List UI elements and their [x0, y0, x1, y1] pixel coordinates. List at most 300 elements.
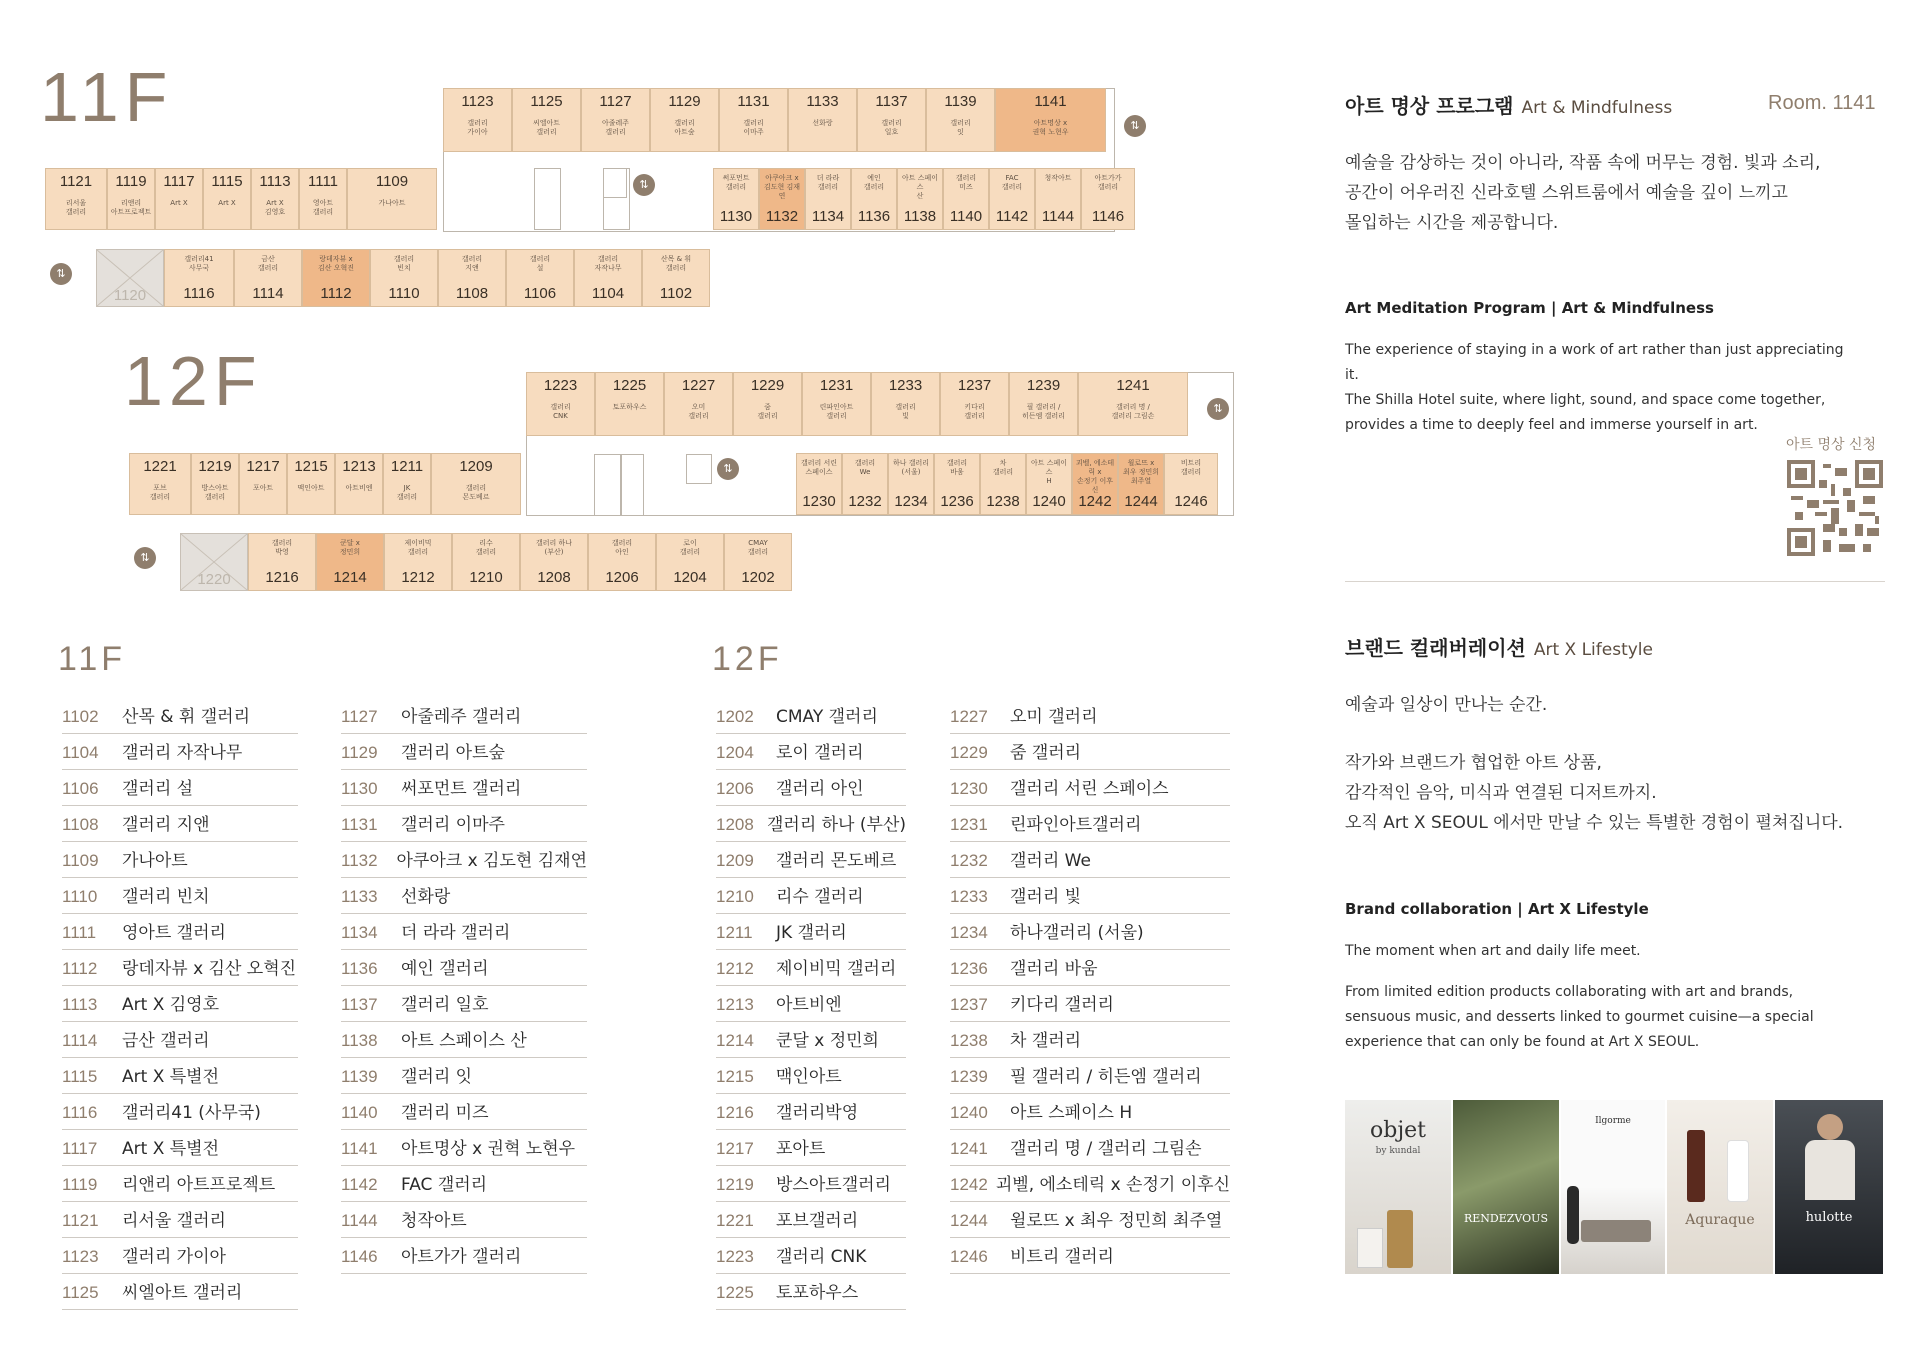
list-item[interactable]: [341, 698, 587, 734]
list-item[interactable]: [950, 1166, 1230, 1202]
room-1210[interactable]: [452, 533, 520, 591]
list-item[interactable]: [62, 914, 298, 950]
room-gallery-name: 갤러리41 사무국: [184, 255, 214, 272]
list-gallery-name: 비트리 갤러리: [1010, 1247, 1114, 1267]
list-item[interactable]: [716, 1238, 906, 1274]
room-badge: Room. 1141: [1768, 92, 1876, 114]
list-item[interactable]: [62, 1238, 298, 1274]
room-1109[interactable]: [347, 168, 437, 230]
list-item[interactable]: [341, 1130, 587, 1166]
room-1213[interactable]: [335, 453, 383, 515]
list-item[interactable]: [62, 1058, 298, 1094]
room-number: 1112: [320, 285, 352, 302]
room-gallery-name: 아트명상 x 권혁 노현우: [1032, 119, 1069, 136]
list-item[interactable]: [716, 1166, 906, 1202]
list-room-number: 1229: [950, 743, 988, 762]
room-gallery-name: 갤러리 지앤: [461, 255, 483, 272]
room-number: 1210: [469, 569, 503, 586]
room-gallery-name: 괴벨, 에소테릭 x 손정기 이후신: [1075, 459, 1115, 494]
room-1119[interactable]: [107, 168, 155, 230]
room-1225[interactable]: [595, 372, 664, 436]
room-1137[interactable]: [857, 88, 926, 152]
list-12f-title: 12F: [712, 640, 783, 678]
list-item[interactable]: [62, 878, 298, 914]
room-gallery-name: 가나아트: [378, 199, 406, 207]
room-gallery-name: 하나 갤러리 (서울): [892, 459, 930, 476]
room-1219[interactable]: [191, 453, 239, 515]
core-11f-c: [603, 168, 627, 198]
core-12f-c: [686, 454, 712, 484]
list-item[interactable]: [62, 1094, 298, 1130]
room-number: 1240: [1032, 493, 1066, 510]
list-gallery-name: 갤러리 명 / 갤러리 그림손: [1010, 1139, 1202, 1159]
list-item[interactable]: [950, 950, 1230, 986]
room-1131[interactable]: [719, 88, 788, 152]
room-1229[interactable]: [733, 372, 802, 436]
room-1202[interactable]: [724, 533, 792, 591]
list-item[interactable]: [716, 842, 906, 878]
room-1241[interactable]: [1078, 372, 1188, 436]
list-room-number: 1141: [341, 1139, 378, 1158]
room-number: 1134: [811, 208, 845, 225]
list-item[interactable]: [62, 986, 298, 1022]
list-item[interactable]: [716, 950, 906, 986]
list-item[interactable]: [950, 1022, 1230, 1058]
room-number: 1142: [995, 208, 1029, 225]
room-number: 1237: [957, 377, 992, 394]
list-room-number: 1116: [62, 1103, 98, 1122]
product-bottle: [1387, 1210, 1413, 1268]
room-1233[interactable]: [871, 372, 940, 436]
list-item[interactable]: [62, 1130, 298, 1166]
room-gallery-name: Art X: [218, 199, 236, 207]
room-1237[interactable]: [940, 372, 1009, 436]
product-bottle-white: [1727, 1140, 1749, 1202]
room-gallery-name: Art X 김영호: [264, 199, 286, 216]
room-1139[interactable]: [926, 88, 995, 152]
room-gallery-name: 갤러리 빛: [895, 403, 916, 420]
list-item[interactable]: [62, 770, 298, 806]
list-item[interactable]: [950, 986, 1230, 1022]
room-1120-empty: [96, 249, 164, 307]
list-item[interactable]: [341, 1022, 587, 1058]
list-room-number: 1136: [341, 959, 378, 978]
room-gallery-name: 갤러리 잇: [950, 119, 971, 136]
list-item[interactable]: [950, 1130, 1230, 1166]
list-gallery-name: 갤러리 자작나무: [122, 743, 243, 763]
room-1239[interactable]: [1009, 372, 1078, 436]
list-item[interactable]: [341, 878, 587, 914]
list-room-number: 1134: [341, 923, 378, 942]
room-number: 1238: [986, 493, 1020, 510]
room-1236[interactable]: [934, 453, 980, 515]
room-1112[interactable]: [302, 249, 370, 307]
list-item[interactable]: [950, 842, 1230, 878]
room-1121[interactable]: [45, 168, 107, 230]
brand-logo-ilgorme: Ilgorme: [1595, 1116, 1631, 1126]
list-item[interactable]: [62, 1166, 298, 1202]
list-item[interactable]: [341, 1094, 587, 1130]
room-number: 1241: [1116, 377, 1150, 394]
list-item[interactable]: [62, 806, 298, 842]
brand-logo-aquraque: Aquraque: [1685, 1212, 1755, 1228]
list-item[interactable]: [341, 1238, 587, 1274]
list-item[interactable]: [716, 806, 906, 842]
room-number: 1133: [806, 93, 839, 110]
chef-figure: [1817, 1114, 1843, 1140]
list-item[interactable]: [716, 770, 906, 806]
list-gallery-name: 갤러리41 (사무국): [122, 1103, 261, 1123]
list-room-number: 1140: [341, 1103, 378, 1122]
list-room-number: 1233: [950, 887, 988, 906]
room-gallery-name: 린파인아트 갤러리: [819, 403, 854, 420]
room-number: 1138: [903, 208, 937, 225]
list-item[interactable]: [950, 734, 1230, 770]
list-gallery-name: 오미 갤러리: [1010, 707, 1098, 727]
room-number: 1233: [888, 377, 923, 394]
list-gallery-name: 갤러리 잇: [401, 1067, 473, 1087]
room-1216[interactable]: [248, 533, 316, 591]
room-gallery-name: 갤러리 빈치: [393, 255, 415, 272]
list-gallery-name: 린파인아트갤러리: [1010, 815, 1142, 835]
room-1217[interactable]: [239, 453, 287, 515]
brand-photo-aquraque: [1667, 1100, 1773, 1274]
room-number: 1246: [1174, 493, 1208, 510]
room-1234[interactable]: [888, 453, 934, 515]
list-12f-col1: [716, 698, 906, 1310]
list-11f-col2: [341, 698, 587, 1274]
room-1134[interactable]: [805, 168, 851, 230]
list-room-number: 1142: [341, 1175, 378, 1194]
room-1244[interactable]: [1118, 453, 1164, 515]
list-room-number: 1132: [341, 851, 378, 870]
list-room-number: 1112: [62, 959, 98, 978]
room-number: 1202: [741, 569, 775, 586]
list-item[interactable]: [341, 1166, 587, 1202]
room-1211[interactable]: [383, 453, 431, 515]
list-room-number: 1115: [62, 1067, 98, 1086]
elevator-icon: ⇅: [717, 458, 739, 480]
room-gallery-name: 리서울 갤러리: [65, 199, 87, 216]
room-gallery-name: 갤러리 바움: [946, 459, 968, 476]
list-room-number: 1130: [341, 779, 378, 798]
room-gallery-name: 쿤달 x 정민희: [339, 539, 361, 556]
list-item[interactable]: [716, 1130, 906, 1166]
list-item[interactable]: [62, 842, 298, 878]
brand-photo-rendezvous: [1453, 1100, 1559, 1274]
list-item[interactable]: [950, 770, 1230, 806]
room-gallery-name: 갤러리 몬도베르: [462, 484, 490, 501]
room-number: 1120: [113, 287, 147, 304]
apply-link[interactable]: 아트 명상 신청: [1786, 437, 1877, 453]
list-item[interactable]: [341, 914, 587, 950]
list-gallery-name: 갤러리 미즈: [401, 1103, 489, 1123]
list-item[interactable]: [341, 1058, 587, 1094]
list-gallery-name: 갤러리 일호: [401, 995, 489, 1015]
room-gallery-name: 갤러리 서린 스페이스: [800, 459, 838, 476]
room-1110[interactable]: [370, 249, 438, 307]
list-item[interactable]: [950, 698, 1230, 734]
room-1115[interactable]: [203, 168, 251, 230]
room-gallery-name: 갤러리 아트숲: [674, 119, 695, 136]
room-1206[interactable]: [588, 533, 656, 591]
room-1114[interactable]: [234, 249, 302, 307]
room-gallery-name: 아트 스페이스 산: [901, 174, 939, 200]
list-gallery-name: 아트 스페이스 H: [1010, 1103, 1133, 1123]
room-1220-empty: [180, 533, 248, 591]
room-number: 1139: [944, 93, 977, 110]
room-number: 1225: [612, 377, 647, 394]
room-1204[interactable]: [656, 533, 724, 591]
brand-logo-hulotte: hulotte: [1805, 1210, 1853, 1225]
list-gallery-name: CMAY 갤러리: [776, 707, 878, 727]
list-gallery-name: 랑데자뷰 x 김산 오혁진: [122, 959, 297, 979]
room-1127[interactable]: [581, 88, 650, 152]
room-1130[interactable]: [713, 168, 759, 230]
room-gallery-name: 제이비믹 갤러리: [404, 539, 432, 556]
list-item[interactable]: [950, 1238, 1230, 1274]
room-gallery-name: 갤러리 명 / 갤러리 그림손: [1111, 403, 1155, 420]
list-gallery-name: 갤러리 이마주: [401, 815, 505, 835]
room-number: 1219: [198, 458, 232, 475]
room-gallery-name: 방스아트 갤러리: [201, 484, 229, 501]
room-1113[interactable]: [251, 168, 299, 230]
room-number: 1216: [265, 569, 299, 586]
list-item[interactable]: [62, 698, 298, 734]
list-gallery-name: 토포하우스: [776, 1283, 859, 1303]
room-gallery-name: 포브 갤러리: [149, 484, 171, 501]
room-1125[interactable]: [512, 88, 581, 152]
list-item[interactable]: [62, 950, 298, 986]
room-gallery-name: 아줄레주 갤러리: [601, 119, 630, 136]
list-item[interactable]: [716, 878, 906, 914]
list-gallery-name: 가나아트: [122, 851, 188, 871]
room-1117[interactable]: [155, 168, 203, 230]
list-item[interactable]: [341, 950, 587, 986]
list-room-number: 1119: [62, 1175, 98, 1194]
room-number: 1209: [459, 458, 493, 475]
room-gallery-name: 아쿠아크 x 김도현 김재연: [763, 174, 801, 200]
room-1208[interactable]: [520, 533, 588, 591]
list-item[interactable]: [62, 1274, 298, 1310]
room-gallery-name: 아트 스페이스 H: [1030, 459, 1068, 485]
brand-logo-sub: by kundal: [1375, 1146, 1421, 1156]
list-gallery-name: 갤러리 빛: [1010, 887, 1082, 907]
list-gallery-name: 아쿠아크 x 김도현 김재연: [396, 851, 587, 871]
room-1227[interactable]: [664, 372, 733, 436]
room-1242[interactable]: [1072, 453, 1118, 515]
list-gallery-name: Art X 김영호: [122, 995, 220, 1015]
list-item[interactable]: [716, 1058, 906, 1094]
list-gallery-name: 갤러리 CNK: [776, 1247, 867, 1267]
room-number: 1213: [342, 458, 376, 475]
room-1138[interactable]: [897, 168, 943, 230]
list-room-number: 1104: [62, 743, 99, 762]
list-room-number: 1236: [950, 959, 988, 978]
room-1144[interactable]: [1035, 168, 1081, 230]
room-gallery-name: 아트가가 갤러리: [1094, 174, 1122, 191]
list-item[interactable]: [716, 1022, 906, 1058]
elevator-icon: ⇅: [633, 174, 655, 196]
brand-photo-objet: [1345, 1100, 1451, 1274]
room-1140[interactable]: [943, 168, 989, 230]
list-item[interactable]: [716, 914, 906, 950]
list-room-number: 1137: [341, 995, 378, 1014]
list-gallery-name: 아트비엔: [776, 995, 842, 1015]
room-number: 1146: [1091, 208, 1125, 225]
room-gallery-name: 로이 갤러리: [679, 539, 701, 556]
list-room-number: 1114: [62, 1031, 98, 1050]
list-item[interactable]: [950, 1058, 1230, 1094]
art-title-en: Art Meditation Program | Art & Mindfulness: [1345, 299, 1714, 317]
room-1133[interactable]: [788, 88, 857, 152]
list-room-number: 1213: [716, 995, 754, 1014]
list-room-number: 1121: [62, 1211, 99, 1230]
list-gallery-name: 아트 스페이스 산: [401, 1031, 527, 1051]
room-1104[interactable]: [574, 249, 642, 307]
room-gallery-name: 갤러리 가이아: [467, 119, 488, 136]
room-1116[interactable]: [164, 249, 234, 307]
core-12f-b: [621, 454, 644, 516]
room-1212[interactable]: [384, 533, 452, 591]
list-item[interactable]: [62, 1202, 298, 1238]
list-room-number: 1208: [716, 815, 754, 834]
list-room-number: 1221: [716, 1211, 754, 1230]
room-1142[interactable]: [989, 168, 1035, 230]
room-1123[interactable]: [443, 88, 512, 152]
list-gallery-name: 키다리 갤러리: [1010, 995, 1114, 1015]
room-gallery-name: 산목 & 휘 갤러리: [660, 255, 692, 272]
list-room-number: 1123: [62, 1247, 99, 1266]
room-number: 1125: [530, 93, 563, 110]
room-1209[interactable]: [431, 453, 521, 515]
list-gallery-name: 차 갤러리: [1010, 1031, 1082, 1051]
list-gallery-name: 영아트 갤러리: [122, 923, 226, 943]
list-gallery-name: 써포먼트 갤러리: [401, 779, 522, 799]
room-number: 1230: [802, 493, 836, 510]
room-gallery-name: 포아트: [252, 484, 274, 492]
room-1240[interactable]: [1026, 453, 1072, 515]
room-gallery-name: 더 라라 갤러리: [816, 174, 840, 191]
room-1141[interactable]: [995, 88, 1106, 152]
list-item[interactable]: [716, 734, 906, 770]
list-gallery-name: 리서울 갤러리: [122, 1211, 226, 1231]
room-number: 1115: [211, 173, 243, 190]
list-11f-col1: [62, 698, 298, 1310]
room-1146[interactable]: [1081, 168, 1135, 230]
list-item[interactable]: [716, 1274, 906, 1310]
list-item[interactable]: [950, 1094, 1230, 1130]
product-bottle-dark: [1687, 1130, 1705, 1202]
list-room-number: 1219: [716, 1175, 754, 1194]
list-room-number: 1223: [716, 1247, 754, 1266]
list-item[interactable]: [716, 698, 906, 734]
room-gallery-name: 씨엘아트 갤러리: [532, 119, 561, 136]
room-1106[interactable]: [506, 249, 574, 307]
room-gallery-name: 갤러리 We: [854, 459, 876, 476]
room-1129[interactable]: [650, 88, 719, 152]
room-number: 1231: [819, 377, 854, 394]
list-item[interactable]: [341, 770, 587, 806]
list-item[interactable]: [62, 1022, 298, 1058]
brand-body-en-1: The moment when art and daily life meet.: [1345, 943, 1641, 959]
room-1221[interactable]: [129, 453, 191, 515]
list-item[interactable]: [716, 986, 906, 1022]
brand-body-ko-2: 작가와 브랜드가 협업한 아트 상품, 감각적인 음악, 미식과 연결된 디저트까지. 오직 Art X SEOUL 에서만 만날 수 있는 특별한 경험이 펼쳐집니다.: [1345, 753, 1844, 833]
list-gallery-name: 청작아트: [401, 1211, 467, 1231]
list-item[interactable]: [341, 842, 587, 878]
list-gallery-name: 금산 갤러리: [122, 1031, 210, 1051]
elevator-icon: ⇅: [50, 263, 72, 285]
room-1111[interactable]: [299, 168, 347, 230]
room-1223[interactable]: [526, 372, 595, 436]
list-room-number: 1234: [950, 923, 988, 942]
room-1231[interactable]: [802, 372, 871, 436]
list-item[interactable]: [341, 1202, 587, 1238]
list-item[interactable]: [950, 806, 1230, 842]
list-room-number: 1211: [716, 923, 753, 942]
list-room-number: 1225: [716, 1283, 754, 1302]
room-number: 1229: [750, 377, 785, 394]
room-number: 1220: [197, 571, 231, 588]
room-1132[interactable]: [759, 168, 805, 230]
room-1215[interactable]: [287, 453, 335, 515]
room-1230[interactable]: [796, 453, 842, 515]
room-1108[interactable]: [438, 249, 506, 307]
room-gallery-name: 갤러리 미즈: [955, 174, 977, 191]
brand-title-en: Brand collaboration | Art X Lifestyle: [1345, 900, 1649, 918]
room-gallery-name: 차 갤러리: [992, 459, 1014, 476]
room-number: 1206: [605, 569, 639, 586]
list-room-number: 1131: [341, 815, 378, 834]
room-number: 1223: [543, 377, 578, 394]
room-number: 1208: [537, 569, 571, 586]
room-1238[interactable]: [980, 453, 1026, 515]
list-item[interactable]: [950, 1202, 1230, 1238]
list-item[interactable]: [950, 914, 1230, 950]
room-1102[interactable]: [642, 249, 710, 307]
elevator-icon: ⇅: [1207, 398, 1229, 420]
room-gallery-name: 아트비엔: [345, 484, 373, 492]
list-room-number: 1244: [950, 1211, 988, 1230]
qr-code-icon[interactable]: [1787, 460, 1883, 556]
room-number: 1214: [333, 569, 367, 586]
room-1246[interactable]: [1164, 453, 1218, 515]
list-item[interactable]: [716, 1202, 906, 1238]
room-number: 1131: [737, 93, 770, 110]
list-gallery-name: 갤러리 서린 스페이스: [1010, 779, 1169, 799]
list-item[interactable]: [62, 734, 298, 770]
list-room-number: 1206: [716, 779, 754, 798]
list-item[interactable]: [341, 986, 587, 1022]
list-item[interactable]: [950, 878, 1230, 914]
list-item[interactable]: [341, 806, 587, 842]
list-gallery-name: 갤러리 아트숲: [401, 743, 505, 763]
room-number: 1111: [307, 173, 339, 190]
list-room-number: 1204: [716, 743, 754, 762]
list-12f-col2: [950, 698, 1230, 1274]
list-item[interactable]: [341, 734, 587, 770]
room-gallery-name: 갤러리 아인: [611, 539, 633, 556]
list-gallery-name: 갤러리 We: [1010, 851, 1091, 871]
room-1232[interactable]: [842, 453, 888, 515]
room-1214[interactable]: [316, 533, 384, 591]
list-item[interactable]: [716, 1094, 906, 1130]
room-1136[interactable]: [851, 168, 897, 230]
room-gallery-name: 토포하우스: [612, 403, 647, 411]
room-gallery-name: FAC 갤러리: [1001, 174, 1023, 191]
list-room-number: 1125: [62, 1283, 99, 1302]
